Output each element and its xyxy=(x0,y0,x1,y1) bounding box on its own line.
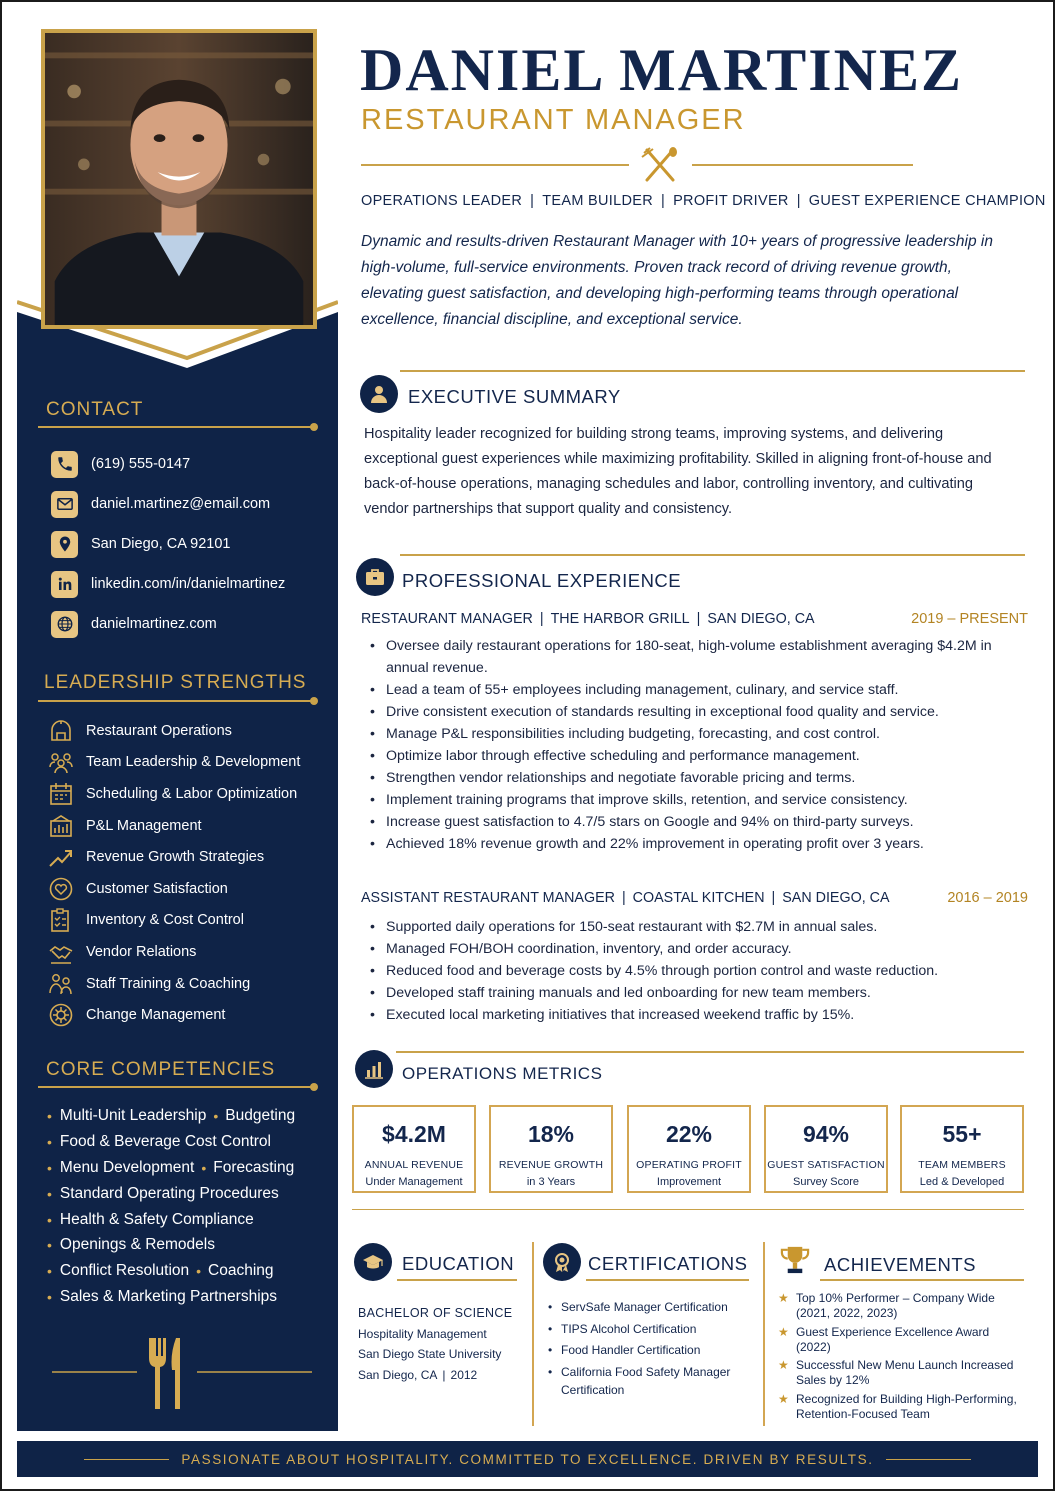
job-company: COASTAL KITCHEN xyxy=(632,890,765,906)
trend-up-icon xyxy=(47,844,75,870)
chart-icon xyxy=(47,813,75,839)
job-location: SAN DIEGO, CA xyxy=(707,611,815,627)
globe-icon xyxy=(51,611,78,638)
job-role: ASSISTANT RESTAURANT MANAGER xyxy=(361,890,615,906)
strength-item xyxy=(47,841,332,873)
list-item: • Executed local marketing initiatives that increased weekend traffic by 15%. xyxy=(368,1004,1018,1026)
education-rule xyxy=(397,1279,517,1281)
competency: Multi-Unit Leadership xyxy=(59,1106,207,1124)
strength-text: Team Leadership & Development xyxy=(86,754,301,771)
competency-row: • Openings & Remodels xyxy=(47,1236,215,1254)
achievements-list xyxy=(778,1291,1023,1425)
strength-item xyxy=(47,715,332,747)
competencies-title: CORE COMPETENCIES xyxy=(46,1059,276,1080)
restaurant-icon xyxy=(47,718,75,744)
tagline xyxy=(361,193,1046,209)
competency-row: • Food & Beverage Cost Control xyxy=(47,1132,271,1150)
contact-email-text: daniel.martinez@email.com xyxy=(91,496,271,512)
summary-text: Hospitality leader recognized for building strong teams, improving systems, and delivering exceptional guest experiences while maximizing profitability. Skilled in aligning front-of-house and back-of-house operations, managing schedules and labor, controlling inventory, and cultivating vendor partnerships that support quality and consistency. xyxy=(364,426,992,517)
competency-row: • Conflict Resolution • Coaching xyxy=(47,1262,274,1280)
strength-item xyxy=(47,968,332,1000)
list-item: • Optimize labor through effective scheduling and performance management. xyxy=(368,745,1018,767)
competency-row: • Health & Safety Compliance xyxy=(47,1210,254,1228)
contact-linkedin-text: linkedin.com/in/danielmartinez xyxy=(91,576,286,592)
competency: Health & Safety Compliance xyxy=(59,1210,254,1228)
header-rule-right xyxy=(692,164,913,166)
competency: Openings & Remodels xyxy=(59,1236,215,1254)
handshake-icon xyxy=(47,939,75,965)
competency: Forecasting xyxy=(213,1158,295,1176)
strength-item xyxy=(47,778,332,810)
metric-label: GUEST SATISFACTION xyxy=(767,1159,885,1171)
job-bullets xyxy=(368,916,1018,1026)
competency: Standard Operating Procedures xyxy=(59,1184,279,1202)
competencies-list xyxy=(47,1103,332,1310)
list-item: • TIPS Alcohol Certification xyxy=(548,1320,748,1338)
contact-website[interactable] xyxy=(51,604,331,644)
job-bullets xyxy=(368,635,1018,855)
graduation-cap-icon xyxy=(354,1243,392,1281)
strength-text: Inventory & Cost Control xyxy=(86,912,244,929)
list-item xyxy=(778,1392,1023,1422)
strength-text: Change Management xyxy=(86,1007,226,1024)
fork-knife-icon xyxy=(52,1334,312,1412)
tagline-item: OPERATIONS LEADER xyxy=(361,193,523,209)
summary-title: EXECUTIVE SUMMARY xyxy=(408,386,621,407)
education-major: Hospitality Management xyxy=(358,1326,487,1341)
strength-text: Staff Training & Coaching xyxy=(86,975,251,992)
metric-value: 22% xyxy=(665,1121,713,1147)
header-rule-left xyxy=(361,164,629,166)
metrics-bottom-rule xyxy=(352,1209,1024,1210)
list-item xyxy=(778,1358,1023,1388)
metric-card xyxy=(764,1105,888,1193)
footer-rule-left xyxy=(84,1459,169,1460)
tagline-item: GUEST EXPERIENCE CHAMPION xyxy=(808,193,1046,209)
linkedin-icon xyxy=(51,571,78,598)
list-item: • Drive consistent execution of standards resulting in exceptional food quality and service. xyxy=(368,701,1018,723)
list-item xyxy=(778,1325,1023,1355)
job-role: RESTAURANT MANAGER xyxy=(361,611,533,627)
star-icon: ★ xyxy=(778,1358,789,1372)
star-icon: ★ xyxy=(778,1391,789,1406)
list-item: • Reduced food and beverage costs by 4.5% through portion control and waste reduction. xyxy=(368,960,1018,982)
contact-linkedin[interactable] xyxy=(51,564,331,604)
phone-icon xyxy=(51,451,78,478)
summary-rule xyxy=(400,370,1025,372)
star-icon: ★ xyxy=(778,1291,789,1305)
strength-text: Vendor Relations xyxy=(86,943,197,960)
clipboard-icon xyxy=(47,907,75,933)
list-item: • Oversee daily restaurant operations for 180-seat, high-volume establishment averaging $4.2M in annual revenue. xyxy=(368,635,1018,679)
heart-icon xyxy=(47,876,75,902)
strength-text: Scheduling & Labor Optimization xyxy=(86,785,298,802)
contact-email[interactable] xyxy=(51,484,331,524)
achievement-text: Guest Experience Excellence Award (2022) xyxy=(796,1324,990,1354)
footer-text: PASSIONATE ABOUT HOSPITALITY. COMMITTED TO EXCELLENCE. DRIVEN BY RESULTS. xyxy=(181,1451,874,1467)
competency: Food & Beverage Cost Control xyxy=(59,1132,271,1150)
certifications-list xyxy=(548,1298,748,1402)
metric-card xyxy=(900,1105,1024,1193)
education-title: EDUCATION xyxy=(402,1253,515,1274)
strength-text: Revenue Growth Strategies xyxy=(86,849,265,866)
contact-phone[interactable] xyxy=(51,444,331,484)
achievement-text: Recognized for Building High-Performing, Retention-Focused Team xyxy=(796,1391,1017,1421)
competency-row: • Multi-Unit Leadership • Budgeting xyxy=(47,1106,296,1124)
job-heading: RESTAURANT MANAGER | THE HARBOR GRILL | SAN DIEGO, CA xyxy=(361,611,815,627)
metric-label: OPERATING PROFIT xyxy=(636,1159,742,1171)
job-dates: 2019 – PRESENT xyxy=(911,611,1028,627)
column-divider xyxy=(763,1242,765,1426)
footer-rule-right xyxy=(886,1459,971,1460)
metrics-title: OPERATIONS METRICS xyxy=(402,1064,603,1083)
education-location: San Diego, CA xyxy=(358,1367,438,1382)
list-item: • Supported daily operations for 150-seat restaurant with $2.7M in annual sales. xyxy=(368,916,1018,938)
achievements-title: ACHIEVEMENTS xyxy=(824,1254,976,1275)
strength-item xyxy=(47,999,332,1031)
profile-photo xyxy=(41,29,317,329)
list-item: • Manage P&L responsibilities including budgeting, forecasting, and cost control. xyxy=(368,723,1018,745)
star-icon: ★ xyxy=(778,1324,789,1339)
list-item xyxy=(778,1291,1023,1321)
coaching-icon xyxy=(47,971,75,997)
metric-sub: Survey Score xyxy=(792,1176,860,1188)
education-block: BACHELOR OF SCIENCE Hospitality Management San Diego State University San Diego, CA | 2012 xyxy=(358,1303,512,1385)
strengths-list xyxy=(47,715,332,1031)
briefcase-icon xyxy=(356,558,394,596)
metric-sub: Improvement xyxy=(656,1176,722,1188)
achievements-rule xyxy=(820,1279,1024,1281)
strengths-title: LEADERSHIP STRENGTHS xyxy=(44,672,307,693)
strength-item xyxy=(47,905,332,937)
metric-card xyxy=(352,1105,476,1193)
contact-title: CONTACT xyxy=(46,399,144,420)
list-item: • Implement training programs that improve skills, retention, and service consistency. xyxy=(368,789,1018,811)
job-company: THE HARBOR GRILL xyxy=(550,611,690,627)
strength-text: P&L Management xyxy=(86,817,202,834)
experience-rule xyxy=(400,554,1025,556)
list-item: • Strengthen vendor relationships and negotiate favorable pricing and terms. xyxy=(368,767,1018,789)
list-item: • Food Handler Certification xyxy=(548,1341,748,1359)
education-degree: BACHELOR OF SCIENCE xyxy=(358,1306,513,1320)
metric-label: REVENUE GROWTH xyxy=(498,1159,604,1171)
footer-banner xyxy=(17,1441,1038,1477)
list-item: • Managed FOH/BOH coordination, inventory, and order accuracy. xyxy=(368,938,1018,960)
competency: Budgeting xyxy=(225,1106,296,1124)
job-heading: ASSISTANT RESTAURANT MANAGER | COASTAL KITCHEN | SAN DIEGO, CA xyxy=(361,890,890,906)
contact-location[interactable] xyxy=(51,524,331,564)
tagline-separator: | xyxy=(796,193,801,209)
certifications-title: CERTIFICATIONS xyxy=(588,1253,748,1274)
metric-value: 94% xyxy=(802,1121,850,1147)
person-icon xyxy=(360,375,398,413)
tagline-item: TEAM BUILDER xyxy=(542,193,653,209)
strengths-rule xyxy=(38,700,314,702)
trophy-icon xyxy=(776,1241,814,1279)
strength-item xyxy=(47,873,332,905)
metric-label: ANNUAL REVENUE xyxy=(364,1159,464,1171)
achievement-text: Successful New Menu Launch Increased Sales by 12% xyxy=(796,1358,1014,1387)
email-icon xyxy=(51,491,78,518)
contact-list xyxy=(51,444,331,644)
location-icon xyxy=(51,531,78,558)
competency-row: • Menu Development • Forecasting xyxy=(47,1158,295,1176)
education-year: 2012 xyxy=(450,1367,478,1382)
award-ribbon-icon xyxy=(543,1243,581,1281)
metric-sub: Led & Developed xyxy=(919,1176,1005,1188)
competency: Conflict Resolution xyxy=(59,1262,190,1280)
list-item: • ServSafe Manager Certification xyxy=(548,1298,748,1316)
competency: Sales & Marketing Partnerships xyxy=(59,1288,278,1306)
strength-item xyxy=(47,810,332,842)
competency-row: • Standard Operating Procedures xyxy=(47,1184,279,1202)
tagline-separator: | xyxy=(661,193,666,209)
team-icon xyxy=(47,749,75,775)
list-item: • Achieved 18% revenue growth and 22% improvement in operating profit over 3 years. xyxy=(368,833,1018,855)
metric-card xyxy=(489,1105,613,1193)
certifications-rule xyxy=(586,1279,749,1281)
contact-location-text: San Diego, CA 92101 xyxy=(91,536,231,552)
metric-value: 18% xyxy=(527,1121,575,1147)
competency: Menu Development xyxy=(59,1158,195,1176)
metric-sub: Under Management xyxy=(365,1176,463,1188)
list-item: • California Food Safety Manager Certification xyxy=(548,1363,748,1399)
list-item: • Developed staff training manuals and led onboarding for new team members. xyxy=(368,982,1018,1004)
experience-title: PROFESSIONAL EXPERIENCE xyxy=(402,570,682,591)
intro-paragraph: Dynamic and results-driven Restaurant Manager with 10+ years of progressive leadership in high-volume, full-service environments. Proven track record of driving revenue growth, elevating guest satisfaction, and developing high-performing teams through operational excellence, financial discipline, and exceptional service. xyxy=(361,233,993,328)
education-school: San Diego State University xyxy=(358,1347,502,1361)
calendar-icon xyxy=(47,781,75,807)
tagline-item: PROFIT DRIVER xyxy=(673,193,789,209)
job-dates: 2016 – 2019 xyxy=(947,890,1028,906)
contact-rule xyxy=(38,426,314,428)
bar-chart-icon xyxy=(355,1050,393,1088)
person-name: DANIEL MARTINEZ xyxy=(360,37,963,103)
achievement-text: Top 10% Performer – Company Wide (2021, 2022, 2023) xyxy=(796,1291,995,1320)
job-location: SAN DIEGO, CA xyxy=(782,890,890,906)
contact-website-text: danielmartinez.com xyxy=(91,616,217,632)
gear-icon xyxy=(47,1002,75,1028)
metric-label: TEAM MEMBERS xyxy=(918,1159,1006,1171)
list-item: • Increase guest satisfaction to 4.7/5 stars on Google and 94% on third-party surveys. xyxy=(368,811,1018,833)
crossed-utensils-icon xyxy=(641,147,679,183)
competency-row: • Sales & Marketing Partnerships xyxy=(47,1288,278,1306)
metric-value: 55+ xyxy=(942,1121,982,1147)
strength-text: Restaurant Operations xyxy=(86,722,232,739)
contact-phone-text: (619) 555-0147 xyxy=(91,456,191,472)
metric-value: $4.2M xyxy=(382,1121,446,1147)
strength-text: Customer Satisfaction xyxy=(86,880,228,897)
tagline-separator: | xyxy=(530,193,535,209)
person-role: RESTAURANT MANAGER xyxy=(361,104,746,136)
competencies-rule xyxy=(38,1086,314,1088)
metrics-rule xyxy=(396,1051,1024,1053)
metric-sub: in 3 Years xyxy=(526,1176,576,1188)
competency: Coaching xyxy=(208,1262,274,1280)
column-divider xyxy=(532,1242,534,1426)
strength-item xyxy=(47,936,332,968)
strength-item xyxy=(47,747,332,779)
list-item: • Lead a team of 55+ employees including management, culinary, and service staff. xyxy=(368,679,1018,701)
metric-card xyxy=(627,1105,751,1193)
